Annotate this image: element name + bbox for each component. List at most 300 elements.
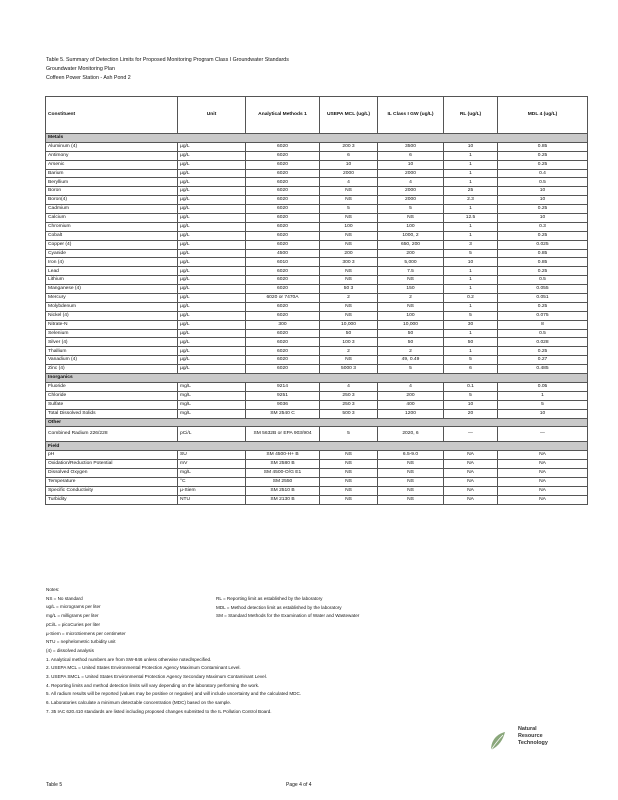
- mdl-cell: 0.25: [498, 347, 588, 356]
- class1-cell: 2000: [378, 187, 444, 196]
- rl-cell: 1: [444, 285, 498, 294]
- mdl-cell: —: [498, 427, 588, 442]
- constituent-cell: Chromium: [46, 222, 178, 231]
- note-line: SM = Standard Methods for the Examination of Water and Wastewater: [216, 613, 360, 619]
- table-row: [46, 151, 588, 160]
- method-cell: 6020: [246, 356, 320, 365]
- method-cell: 6020: [246, 267, 320, 276]
- mdl-cell: 0.85: [498, 142, 588, 151]
- unit-cell: µg/L: [178, 249, 246, 258]
- mdl-cell: 0.27: [498, 356, 588, 365]
- unit-cell: µg/L: [178, 258, 246, 267]
- note-line: ug/L = micrograms per liter: [46, 604, 101, 610]
- rl-cell: 0.2: [444, 294, 498, 303]
- table-row: [46, 222, 588, 231]
- mdl-cell: NA: [498, 451, 588, 460]
- footer-left: Table 5: [46, 782, 63, 788]
- usepa-cell: NS: [320, 469, 378, 478]
- mdl-cell: NA: [498, 477, 588, 486]
- constituent-cell: Lithium: [46, 276, 178, 285]
- constituent-cell: Thallium: [46, 347, 178, 356]
- unit-cell: µg/L: [178, 222, 246, 231]
- rl-cell: NA: [444, 477, 498, 486]
- table-row: [46, 451, 588, 460]
- table-row: [46, 285, 588, 294]
- usepa-cell: 5: [320, 427, 378, 442]
- table-body: [46, 134, 588, 505]
- mdl-cell: 1: [498, 391, 588, 400]
- table-row: [46, 249, 588, 258]
- usepa-cell: 50 3: [320, 285, 378, 294]
- mdl-cell: 8: [498, 320, 588, 329]
- method-cell: 6020: [246, 338, 320, 347]
- unit-cell: µg/L: [178, 285, 246, 294]
- note-line: 3. USEPA SMCL = United States Environmental Protection Agency Secondary Maximum Contaminant Level.: [46, 674, 267, 680]
- table-row: [46, 276, 588, 285]
- constituent-cell: Mercury: [46, 294, 178, 303]
- rl-cell: NA: [444, 460, 498, 469]
- header-mdl: MDL 4 (ug/L): [498, 97, 588, 134]
- constituent-cell: Boron: [46, 187, 178, 196]
- constituent-cell: Copper (4): [46, 240, 178, 249]
- section-header-row: [46, 418, 588, 427]
- mdl-cell: 0.85: [498, 249, 588, 258]
- mdl-cell: 0.051: [498, 294, 588, 303]
- method-cell: 6020: [246, 311, 320, 320]
- rl-cell: 1: [444, 267, 498, 276]
- unit-cell: µg/L: [178, 347, 246, 356]
- table-row: [46, 302, 588, 311]
- mdl-cell: 0.25: [498, 231, 588, 240]
- table-row: [46, 400, 588, 409]
- usepa-cell: NS: [320, 240, 378, 249]
- unit-cell: µg/L: [178, 142, 246, 151]
- section-header-row: [46, 134, 588, 143]
- unit-cell: µg/L: [178, 240, 246, 249]
- class1-cell: 5,000: [378, 258, 444, 267]
- method-cell: SM 2130 B: [246, 495, 320, 504]
- usepa-cell: NS: [320, 460, 378, 469]
- class1-cell: 2: [378, 347, 444, 356]
- table-row: [46, 427, 588, 442]
- usepa-cell: NS: [320, 196, 378, 205]
- unit-cell: µg/L: [178, 178, 246, 187]
- header-constituent: Constituent: [46, 97, 178, 134]
- class1-cell: NS: [378, 469, 444, 478]
- constituent-cell: Manganese (4): [46, 285, 178, 294]
- unit-cell: mg/L: [178, 409, 246, 418]
- table-row: [46, 160, 588, 169]
- rl-cell: 1: [444, 151, 498, 160]
- constituent-cell: Aluminum (4): [46, 142, 178, 151]
- table-row: [46, 214, 588, 223]
- class1-cell: 1000, 2: [378, 231, 444, 240]
- class1-cell: 6: [378, 151, 444, 160]
- constituent-cell: Molybdenum: [46, 302, 178, 311]
- constituent-cell: Calcium: [46, 214, 178, 223]
- table-row: [46, 486, 588, 495]
- class1-cell: 1200: [378, 409, 444, 418]
- rl-cell: 5: [444, 249, 498, 258]
- table-row: [46, 320, 588, 329]
- rl-cell: NA: [444, 451, 498, 460]
- table-title-block: [46, 56, 289, 83]
- class1-cell: 200: [378, 391, 444, 400]
- table-row: [46, 469, 588, 478]
- rl-cell: 1: [444, 276, 498, 285]
- mdl-cell: NA: [498, 495, 588, 504]
- leaf-logo-icon: [489, 730, 507, 752]
- table-row: [46, 329, 588, 338]
- header-analytical: Analytical Methods 1: [246, 97, 320, 134]
- constituent-cell: Vanadium (4): [46, 356, 178, 365]
- constituent-cell: Silver (4): [46, 338, 178, 347]
- usepa-cell: 250 3: [320, 391, 378, 400]
- rl-cell: 10: [444, 258, 498, 267]
- rl-cell: 1: [444, 169, 498, 178]
- note-line: NTU = nephelometric turbidity unit: [46, 639, 116, 645]
- mdl-cell: 0.5: [498, 178, 588, 187]
- unit-cell: µg/L: [178, 365, 246, 374]
- section-title: Metals: [46, 134, 588, 143]
- rl-cell: 1: [444, 231, 498, 240]
- mdl-cell: 0.075: [498, 311, 588, 320]
- class1-cell: 5: [378, 365, 444, 374]
- constituent-cell: Nitrate-N: [46, 320, 178, 329]
- table-row: [46, 142, 588, 151]
- method-cell: SM 5632B or EPA 903/904: [246, 427, 320, 442]
- mdl-cell: 0.055: [498, 285, 588, 294]
- unit-cell: µg/L: [178, 294, 246, 303]
- mdl-cell: 10: [498, 214, 588, 223]
- table-row: [46, 391, 588, 400]
- class1-cell: NS: [378, 302, 444, 311]
- usepa-cell: 500 3: [320, 409, 378, 418]
- constituent-cell: Arsenic: [46, 160, 178, 169]
- method-cell: 6020: [246, 160, 320, 169]
- method-cell: 6020: [246, 222, 320, 231]
- mdl-cell: 0.25: [498, 205, 588, 214]
- table-row: [46, 267, 588, 276]
- class1-cell: 100: [378, 311, 444, 320]
- usepa-cell: 300 3: [320, 258, 378, 267]
- table-row: [46, 169, 588, 178]
- table-row: [46, 196, 588, 205]
- method-cell: 9251: [246, 391, 320, 400]
- unit-cell: µg/L: [178, 160, 246, 169]
- constituent-cell: Cadmium: [46, 205, 178, 214]
- method-cell: 9036: [246, 400, 320, 409]
- table-row: [46, 294, 588, 303]
- class1-cell: 400: [378, 400, 444, 409]
- table-row: [46, 477, 588, 486]
- rl-cell: 0.1: [444, 382, 498, 391]
- unit-cell: mg/L: [178, 391, 246, 400]
- note-line: 6. Laboratories calculate a minimum detectable concentration (MDC) based on the sample.: [46, 700, 232, 706]
- method-cell: 6020: [246, 329, 320, 338]
- table-row: [46, 338, 588, 347]
- method-cell: 6020: [246, 205, 320, 214]
- class1-cell: 2000: [378, 196, 444, 205]
- class1-cell: NS: [378, 495, 444, 504]
- logo-line3: Technology: [518, 740, 548, 746]
- method-cell: 300: [246, 320, 320, 329]
- table-row: [46, 187, 588, 196]
- unit-cell: °C: [178, 477, 246, 486]
- constituent-cell: Barium: [46, 169, 178, 178]
- table-row: [46, 409, 588, 418]
- rl-cell: 50: [444, 338, 498, 347]
- method-cell: 6020: [246, 214, 320, 223]
- class1-cell: NS: [378, 276, 444, 285]
- usepa-cell: 5: [320, 205, 378, 214]
- class1-cell: 2: [378, 294, 444, 303]
- rl-cell: 3: [444, 240, 498, 249]
- constituent-cell: Antimony: [46, 151, 178, 160]
- rl-cell: 1: [444, 222, 498, 231]
- class1-cell: 150: [378, 285, 444, 294]
- constituent-cell: Oxidation/Reduction Potential: [46, 460, 178, 469]
- rl-cell: 5: [444, 391, 498, 400]
- mdl-cell: NA: [498, 460, 588, 469]
- mdl-cell: 0.25: [498, 267, 588, 276]
- rl-cell: 5: [444, 356, 498, 365]
- unit-cell: NTU: [178, 495, 246, 504]
- class1-cell: NS: [378, 477, 444, 486]
- class1-cell: 2000: [378, 169, 444, 178]
- mdl-cell: 0.485: [498, 365, 588, 374]
- table-header-row: [46, 97, 588, 134]
- method-cell: 6010: [246, 258, 320, 267]
- class1-cell: 3500: [378, 142, 444, 151]
- mdl-cell: 0.25: [498, 160, 588, 169]
- rl-cell: —: [444, 427, 498, 442]
- usepa-cell: NS: [320, 477, 378, 486]
- unit-cell: µg/L: [178, 267, 246, 276]
- unit-cell: µg/L: [178, 169, 246, 178]
- section-title: Field: [46, 442, 588, 451]
- class1-cell: NS: [378, 214, 444, 223]
- method-cell: 6020: [246, 365, 320, 374]
- usepa-cell: NS: [320, 356, 378, 365]
- mdl-cell: 0.25: [498, 151, 588, 160]
- unit-cell: µg/L: [178, 231, 246, 240]
- note-line: µ-Siem = microSiemens per centimeter: [46, 630, 126, 636]
- note-line: 1. Analytical method numbers are from SW-846 unless otherwise noted/specified.: [46, 656, 212, 662]
- usepa-cell: NS: [320, 276, 378, 285]
- rl-cell: 12.5: [444, 214, 498, 223]
- usepa-cell: 10,000: [320, 320, 378, 329]
- class1-cell: 650, 200: [378, 240, 444, 249]
- constituent-cell: Selenium: [46, 329, 178, 338]
- unit-cell: mV: [178, 460, 246, 469]
- mdl-cell: 0.028: [498, 338, 588, 347]
- note-line: 4. Reporting limits and method detection limits will vary depending on the laboratory performing the work.: [46, 682, 260, 688]
- rl-cell: NA: [444, 469, 498, 478]
- note-line: 7. 35 IAC 620.410 standards are listed including proposed changes submitted to the IL Pollution Control Board.: [46, 708, 272, 714]
- note-line: 5. All radium results will be reported (values may be positive or negative) and will include uncertainty and the calculated MDC.: [46, 691, 302, 697]
- note-line: mg/L = milligrams per liter: [46, 613, 99, 619]
- method-cell: 9214: [246, 382, 320, 391]
- unit-cell: µ-Siem: [178, 486, 246, 495]
- table-row: [46, 365, 588, 374]
- usepa-cell: NS: [320, 311, 378, 320]
- note-line: pCi/L = picoCuries per liter: [46, 621, 101, 627]
- header-class1: IL Class I GW (ug/L): [378, 97, 444, 134]
- class1-cell: NS: [378, 486, 444, 495]
- unit-cell: mg/L: [178, 400, 246, 409]
- method-cell: SM 2580 B: [246, 460, 320, 469]
- constituent-cell: Iron (4): [46, 258, 178, 267]
- mdl-cell: 0.5: [498, 329, 588, 338]
- note-line: NS = No standard: [46, 595, 83, 601]
- constituent-cell: Cyanide: [46, 249, 178, 258]
- note-line: Notes:: [46, 587, 60, 592]
- unit-cell: µg/L: [178, 187, 246, 196]
- table-row: [46, 356, 588, 365]
- header-rl: RL (ug/L): [444, 97, 498, 134]
- usepa-cell: 10: [320, 160, 378, 169]
- unit-cell: mg/L: [178, 382, 246, 391]
- usepa-cell: NS: [320, 231, 378, 240]
- constituent-cell: Boron(4): [46, 196, 178, 205]
- rl-cell: NA: [444, 486, 498, 495]
- usepa-cell: 4: [320, 178, 378, 187]
- constituent-cell: Cobalt: [46, 231, 178, 240]
- usepa-cell: NS: [320, 486, 378, 495]
- unit-cell: µg/L: [178, 311, 246, 320]
- usepa-cell: 2: [320, 294, 378, 303]
- usepa-cell: 100: [320, 222, 378, 231]
- mdl-cell: 0.025: [498, 240, 588, 249]
- mdl-cell: 0.25: [498, 302, 588, 311]
- table-row: [46, 205, 588, 214]
- unit-cell: µg/L: [178, 196, 246, 205]
- constituent-cell: Total Dissolved Solids: [46, 409, 178, 418]
- usepa-cell: NS: [320, 267, 378, 276]
- rl-cell: 1: [444, 178, 498, 187]
- class1-cell: 7.5: [378, 267, 444, 276]
- usepa-cell: 100 3: [320, 338, 378, 347]
- logo-line2: Resource: [518, 733, 543, 739]
- table-row: [46, 460, 588, 469]
- class1-cell: 4: [378, 178, 444, 187]
- rl-cell: 20: [444, 409, 498, 418]
- rl-cell: 1: [444, 329, 498, 338]
- header-usepa: USEPA MCL (ug/L): [320, 97, 378, 134]
- table-row: [46, 178, 588, 187]
- constituent-cell: Zinc (4): [46, 365, 178, 374]
- usepa-cell: NS: [320, 302, 378, 311]
- method-cell: SM 2540 C: [246, 409, 320, 418]
- usepa-cell: 250 3: [320, 400, 378, 409]
- constituent-cell: Combined Radium 226/228: [46, 427, 178, 442]
- class1-cell: 5: [378, 205, 444, 214]
- rl-cell: 5: [444, 311, 498, 320]
- constituent-cell: Dissolved Oxygen: [46, 469, 178, 478]
- section-header-row: [46, 374, 588, 383]
- usepa-cell: 2: [320, 347, 378, 356]
- note-line: (4) = dissolved analysis: [46, 647, 94, 653]
- usepa-cell: 50: [320, 329, 378, 338]
- method-cell: SM 4500-O/G E1: [246, 469, 320, 478]
- method-cell: 6020: [246, 142, 320, 151]
- constituent-cell: Nickel (4): [46, 311, 178, 320]
- constituent-cell: Specific Conductivity: [46, 486, 178, 495]
- method-cell: 6020: [246, 196, 320, 205]
- unit-cell: µg/L: [178, 151, 246, 160]
- constituent-cell: Chloride: [46, 391, 178, 400]
- unit-cell: mg/L: [178, 469, 246, 478]
- company-logo: [489, 724, 567, 762]
- table-row: [46, 258, 588, 267]
- mdl-cell: 0.4: [498, 169, 588, 178]
- rl-cell: 1: [444, 160, 498, 169]
- constituent-cell: Temperature: [46, 477, 178, 486]
- class1-cell: NS: [378, 460, 444, 469]
- mdl-cell: 5: [498, 400, 588, 409]
- table-title: Table 5. Summary of Detection Limits for Proposed Monitoring Program Class I Groundwater Standards: [46, 57, 289, 63]
- usepa-cell: 4: [320, 382, 378, 391]
- rl-cell: 25: [444, 187, 498, 196]
- method-cell: 6020: [246, 178, 320, 187]
- table-row: [46, 495, 588, 504]
- table-site: Coffeen Power Station - Ash Pond 2: [46, 75, 131, 81]
- usepa-cell: NS: [320, 187, 378, 196]
- usepa-cell: NS: [320, 451, 378, 460]
- mdl-cell: 10: [498, 187, 588, 196]
- note-line: 2. USEPA MCL = United States Environmental Protection Agency Maximum Contaminant Level.: [46, 665, 241, 671]
- constituent-cell: Sulfate: [46, 400, 178, 409]
- class1-cell: 6.5-9.0: [378, 451, 444, 460]
- class1-cell: 50: [378, 338, 444, 347]
- rl-cell: 1: [444, 205, 498, 214]
- mdl-cell: NA: [498, 486, 588, 495]
- method-cell: 6020: [246, 231, 320, 240]
- mdl-cell: 0.05: [498, 382, 588, 391]
- unit-cell: µg/L: [178, 214, 246, 223]
- table-row: [46, 231, 588, 240]
- rl-cell: NA: [444, 495, 498, 504]
- class1-cell: 100: [378, 222, 444, 231]
- unit-cell: pCi/L: [178, 427, 246, 442]
- usepa-cell: 6: [320, 151, 378, 160]
- mdl-cell: 0.85: [498, 258, 588, 267]
- section-title: Other: [46, 418, 588, 427]
- unit-cell: SU: [178, 451, 246, 460]
- class1-cell: 10: [378, 160, 444, 169]
- logo-text: [518, 726, 548, 747]
- rl-cell: 30: [444, 320, 498, 329]
- unit-cell: µg/L: [178, 205, 246, 214]
- section-title: Inorganics: [46, 374, 588, 383]
- method-cell: SM 2510 B: [246, 486, 320, 495]
- mdl-cell: 10: [498, 409, 588, 418]
- constituent-cell: Fluoride: [46, 382, 178, 391]
- usepa-cell: NS: [320, 214, 378, 223]
- class1-cell: 50: [378, 329, 444, 338]
- method-cell: 6020: [246, 151, 320, 160]
- method-cell: 6020: [246, 285, 320, 294]
- section-header-row: [46, 442, 588, 451]
- table-row: [46, 347, 588, 356]
- method-cell: 6020: [246, 347, 320, 356]
- unit-cell: µg/L: [178, 320, 246, 329]
- rl-cell: 1: [444, 302, 498, 311]
- usepa-cell: 5000 3: [320, 365, 378, 374]
- table-row: [46, 382, 588, 391]
- table-row: [46, 240, 588, 249]
